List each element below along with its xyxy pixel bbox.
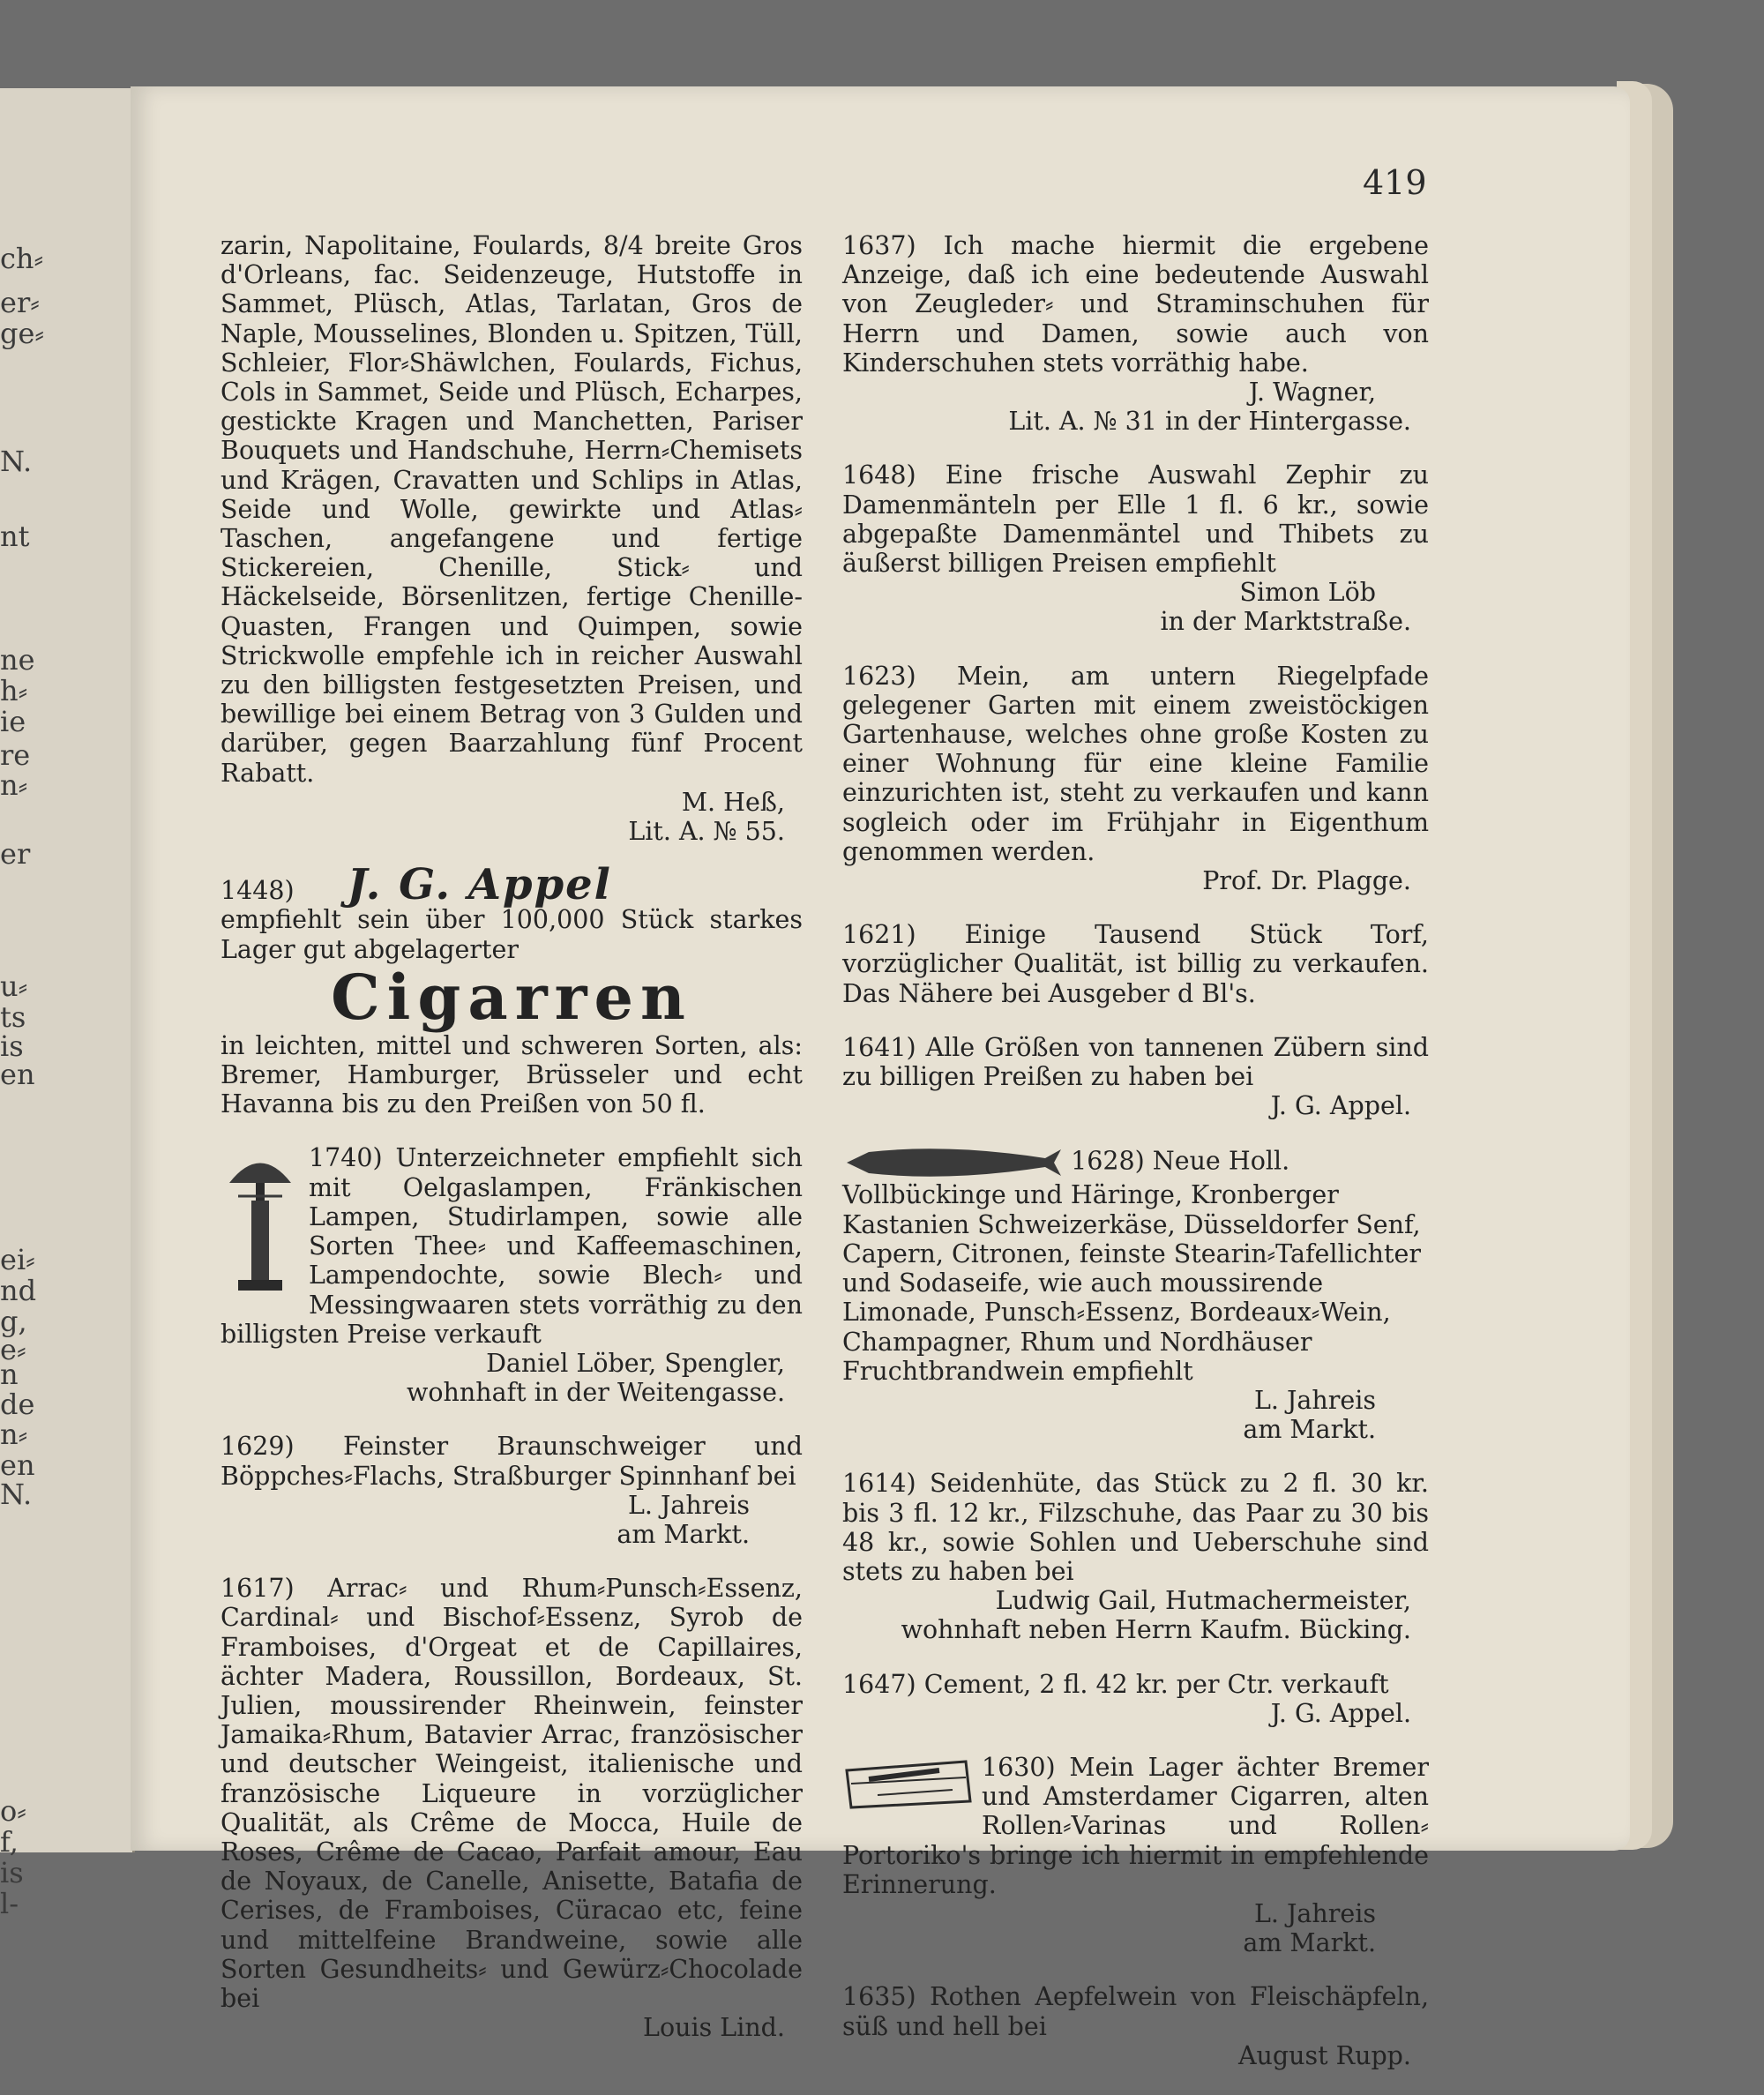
ad-1648: [842, 460, 1429, 636]
ad-signature-name: J. Wagner,: [1248, 378, 1376, 408]
ad-signature-name: M. Heß,: [681, 787, 785, 817]
ad-1628: [842, 1145, 1429, 1444]
fish-illustration: [842, 1145, 1063, 1180]
left-fragment: is: [0, 1856, 24, 1889]
ad-hess: [220, 231, 803, 846]
left-column: [220, 231, 803, 2067]
left-fragment: n⸗: [0, 1418, 28, 1451]
ad-signature-address: Lit. A. № 55.: [628, 817, 785, 847]
ad-signature-address: am Markt.: [617, 1519, 750, 1549]
right-column: [842, 231, 1429, 2095]
ad-line: empfiehlt sein über 100,000 Stück starkes Lager gut abgelagerter: [220, 905, 803, 964]
ad-signature-address: am Markt.: [1243, 1415, 1376, 1445]
ad-body: 1647) Cement, 2 fl. 42 kr. per Ctr. verkauft: [842, 1669, 1389, 1699]
lamp-illustration: [220, 1143, 300, 1302]
ad-1635: [842, 1982, 1429, 2070]
left-page-edge: [0, 88, 135, 1920]
left-fragment: ei⸗: [0, 1243, 35, 1276]
ad-1621: [842, 920, 1429, 1008]
ad-signature-address: Lit. A. № 31 in der Hintergasse.: [1008, 407, 1411, 437]
ad-heading: [220, 860, 803, 910]
ad-body: 1635) Rothen Aepfelwein von Fleischäpfeln, süß und hell bei: [842, 1982, 1429, 2041]
left-fragment: ie: [0, 705, 26, 738]
left-fragment: nt: [0, 520, 30, 553]
left-fragment: N.: [0, 1478, 33, 1511]
left-fragment: er⸗: [0, 286, 40, 319]
ad-1448: [220, 860, 803, 1119]
ad-signature-address: wohnhaft in der Weitengasse.: [406, 1378, 785, 1408]
ad-signature-name: Prof. Dr. Plagge.: [1202, 866, 1411, 896]
left-fragment: nd: [0, 1274, 37, 1307]
ad-body: 1629) Feinster Braunschweiger und Böppches⸗Flachs, Straßburger Spinnhanf bei: [220, 1432, 803, 1491]
left-fragment: ts: [0, 1000, 26, 1034]
ad-signature-name: Louis Lind.: [643, 2013, 785, 2043]
ad-body: in leichten, mittel und schweren Sorten, als: Bremer, Hamburger, Brüsseler und echt Havanna bis zu den Preißen von 50 fl.: [220, 1030, 803, 1119]
left-fragment: re: [0, 738, 31, 772]
left-fragment: er: [0, 837, 31, 871]
ad-1641: [842, 1033, 1429, 1121]
ad-1647: [842, 1670, 1429, 1728]
left-fragment: ne: [0, 643, 35, 677]
ad-signature-name: Ludwig Gail, Hutmachermeister,: [995, 1586, 1411, 1616]
ad-1637: [842, 231, 1429, 436]
ad-signature-name: Simon Löb: [1239, 578, 1376, 608]
ad-signature-name: August Rupp.: [1237, 2040, 1411, 2070]
ad-signature-name: L. Jahreis: [1253, 1385, 1376, 1415]
ad-1630: [842, 1753, 1429, 1957]
ad-body: 1648) Eine frische Auswahl Zephir zu Damenmänteln per Elle 1 fl. 6 kr., sowie abgepaßte Damenmäntel und Thibets zu äußerst billigen Preisen empfiehlt: [842, 460, 1429, 579]
ad-body: 1623) Mein, am untern Riegelpfade gelegener Garten mit einem zweistöckigen Gartenhause, welches ohne große Kosten zu einer Wohnung für eine kleine Familie einzurichten ist, steht zu verkaufen und kann sogleich oder im Frühjahr in Eigenthum genommen werden.: [842, 661, 1429, 866]
left-fragment: l-: [0, 1887, 19, 1920]
ad-body: zarin, Napolitaine, Foulards, 8/4 breite Gros d'Orleans, fac. Seidenzeuge, Hutstoffe in Sammet, Plüsch, Atlas, Tarlatan, Gros de Naple, Mousselines, Blonden u. Spitzen, Tüll, Schleier, Flor⸗Shäwlchen, Foulards, Fichus, Cols in Sammet, Seide und Plüsch, Echarpes, gestickte Kragen und Manchetten, Pariser Bouquets und Handschuhe, Herrn⸗Chemisets und Krägen, Cravatten und Schlips in Atlas, Seide und Wolle, gewirkte und Atlas⸗Taschen, angefangene und fertige Stickereien, Chenille, Stick⸗ und Häckelseide, Börsenlitzen, fertige Chenille-Quasten, Frangen und Quimpen, sowie Strickwolle empfehle ich in reicher Auswahl zu den billigsten festgesetzten Preisen, und bewillige bei einem Betrag von 3 Gulden und darüber, gegen Baarzahlung fünf Procent Rabatt.: [220, 231, 803, 788]
ad-1629: [220, 1432, 803, 1549]
ad-body: 1637) Ich mache hiermit die ergebene Anzeige, daß ich eine bedeutende Auswahl von Zeugleder⸗ und Straminschuhen für Herrn und Damen, sowie auch von Kinderschuhen stets vorräthig habe.: [842, 231, 1429, 378]
ad-1614: [842, 1469, 1429, 1644]
left-fragment: en: [0, 1448, 35, 1482]
ad-signature-name: L. Jahreis: [627, 1490, 750, 1520]
left-fragment: h⸗: [0, 674, 28, 707]
ad-signature-name: L. Jahreis: [1253, 1898, 1376, 1928]
ad-signature-name: J. G. Appel.: [1270, 1091, 1411, 1121]
left-fragment: ch⸗: [0, 242, 44, 275]
ad-body: 1628) Neue Holl. Vollbückinge und Häringe, Kronberger Kastanien Schweizerkäse, Düsseldorfer Senf, Capern, Citronen, feinste Stearin⸗Tafellichter und Sodaseife, wie auch moussirende Limonade, Punsch⸗Essenz, Bordeaux⸗Wein, Champagner, Rhum und Nordhäuser Fruchtbrandwein empfiehlt: [842, 1146, 1421, 1386]
ad-body: 1617) Arrac⸗ und Rhum⸗Punsch⸗Essenz, Cardinal⸗ und Bischof⸗Essenz, Syrob de Framboises, d'Orgeat et de Capillaires, ächter Madera, Roussillon, Bordeaux, St. Julien, moussirender Rheinwein, feinster Jamaika⸗Rhum, Batavier Arrac, französischer und deutscher Weingeist, italienische und französische Liqueure in vorzüglicher Qualität, als Crême de Mocca, Huile de Roses, Crême de Cacao, Parfait amour, Eau de Noyaux, de Canelle, Anisette, Batafia de Cerises, de Framboises, Cüracao etc, feine und mittelfeine Brandweine, sowie alle Sorten Gesundheits⸗ und Gewürz⸗Chocolade bei: [220, 1574, 803, 2013]
ad-signature-address: wohnhaft neben Herrn Kaufm. Bücking.: [901, 1615, 1411, 1645]
left-fragment: n: [0, 1358, 19, 1391]
ad-signature-name: J. G. Appel.: [1270, 1698, 1411, 1728]
ad-signature-name: Daniel Löber, Spengler,: [486, 1348, 785, 1378]
advertiser-name: J. G. Appel: [347, 860, 612, 910]
left-fragment: ge⸗: [0, 317, 45, 350]
ad-signature-address: in der Marktstraße.: [1160, 607, 1411, 637]
ad-1740: [220, 1143, 803, 1407]
left-fragment: N.: [0, 445, 33, 478]
left-fragment: de: [0, 1388, 35, 1421]
left-fragment: is: [0, 1029, 24, 1063]
ad-body: 1621) Einige Tausend Stück Torf, vorzüglicher Qualität, ist billig zu verkaufen. Das Nähere bei Ausgeber d Bl's.: [842, 920, 1429, 1008]
ad-body: 1641) Alle Größen von tannenen Zübern sind zu billigen Preißen zu haben bei: [842, 1032, 1429, 1092]
left-fragment: f,: [0, 1825, 19, 1859]
ad-body: 1614) Seidenhüte, das Stück zu 2 fl. 30 kr. bis 3 fl. 12 kr., Filzschuhe, das Paar zu 30 bis 48 kr., sowie Sohlen und Ueberschuhe sind stets zu haben bei: [842, 1469, 1429, 1586]
display-headline: Cigarren: [331, 960, 692, 1034]
left-fragment: u⸗: [0, 969, 28, 1003]
left-fragment: n⸗: [0, 768, 28, 802]
left-fragment: e⸗: [0, 1333, 26, 1366]
cigar-box-illustration: [842, 1753, 975, 1814]
ad-1617: [220, 1574, 803, 2042]
ad-number: 1448): [220, 876, 295, 906]
left-fragment: o⸗: [0, 1794, 26, 1828]
ad-signature-address: am Markt.: [1243, 1928, 1376, 1958]
page-number: 419: [1363, 163, 1427, 202]
left-fragment: g,: [0, 1305, 27, 1338]
ad-body: 1740) Unterzeichneter empfiehlt sich mit Oelgaslampen, Fränkischen Lampen, Studirlampen, sowie alle Sorten Thee⸗ und Kaffeemaschinen, Lampendochte, sowie Blech⸗ und Messingwaaren stets vorräthig zu den billigsten Preise verkauft: [220, 1143, 803, 1349]
left-fragment: en: [0, 1058, 35, 1091]
ad-body: 1630) Mein Lager ächter Bremer und Amsterdamer Cigarren, alten Rollen⸗Varinas und Rollen⸗Portoriko's bringe ich hiermit in empfehlende Erinnerung.: [842, 1752, 1429, 1899]
ad-1623: [842, 662, 1429, 896]
